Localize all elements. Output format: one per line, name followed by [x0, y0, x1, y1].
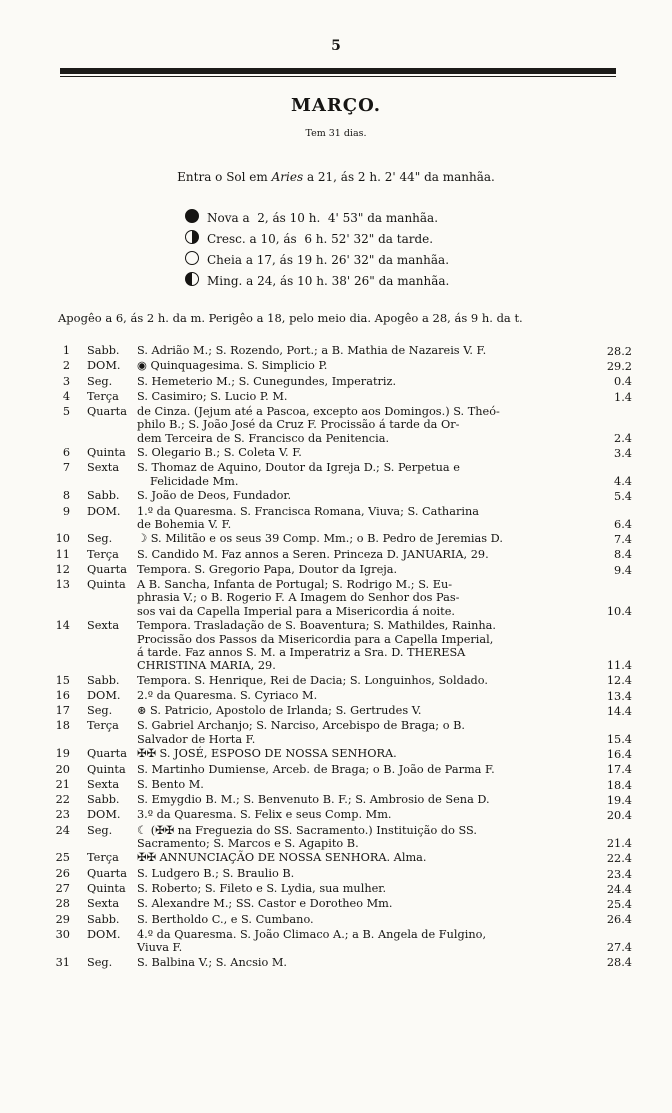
day-value: 19.4: [606, 793, 632, 807]
last-quarter-icon: [185, 272, 199, 286]
entry-line: S. Bento M.: [137, 777, 204, 791]
weekday: Quarta: [87, 747, 127, 761]
day-number: 2: [62, 359, 70, 373]
day-number: 27: [55, 882, 70, 895]
day-entry: [128, 344, 582, 358]
entry-line: S. Martinho Dumiense, Arceb. de Braga; o B. João de Parma F.: [137, 762, 495, 776]
day-entry: [128, 928, 582, 955]
day-number: 14: [55, 619, 70, 633]
sun-entry: [0, 170, 672, 184]
day-number: 26: [55, 866, 70, 880]
day-value: 28.4: [606, 956, 632, 970]
day-entry: [128, 851, 582, 865]
day-number: 28: [55, 897, 70, 911]
day-row: [54, 824, 632, 851]
full-moon-icon: [185, 251, 199, 265]
weekday: DOM.: [87, 504, 121, 518]
entry-line: CHRISTINA MARIA, 29.: [137, 659, 276, 673]
day-number: 1: [62, 344, 70, 357]
day-row: [54, 851, 632, 865]
entry-line: Tempora. S. Henrique, Rei de Dacia; S. Longuinhos, Soldado.: [137, 673, 488, 687]
day-entry: [128, 913, 582, 927]
entry-line: S. Thomaz de Aquino, Doutor da Igreja D.; S. Perpetua e: [137, 461, 460, 475]
sun-entry-suffix: a 21, ás 2 h. 2' 44" da manhãa.: [306, 170, 495, 184]
entry-line: S. Ludgero B.; S. Braulio B.: [137, 866, 295, 880]
entry-line: S. João de Deos, Fundador.: [137, 489, 292, 503]
day-row: [54, 619, 632, 672]
moon-phase-row: [185, 228, 449, 249]
day-entry: [128, 505, 582, 532]
day-row: [54, 793, 632, 807]
entry-line: ✠✠ ANNUNCIAÇÃO DE NOSSA SENHORA. Alma.: [137, 851, 427, 865]
apogee-line: Apogêo a 6, ás 2 h. da m. Perigêo a 18, pelo meio dia. Apogêo a 28, ás 9 h. da t.: [58, 311, 523, 325]
day-entry: [128, 867, 582, 881]
day-row: [54, 489, 632, 503]
entry-line: Felicidade Mm.: [150, 474, 239, 488]
weekday: Quarta: [87, 562, 127, 576]
day-entry: [128, 563, 582, 577]
weekday: Sabb.: [87, 673, 120, 687]
day-entry: [128, 489, 582, 503]
day-number: 4: [62, 389, 70, 403]
header-rule: [60, 68, 616, 74]
moon-phase-text: Cheia a 17, ás 19 h. 26' 32" da manhãa.: [207, 252, 450, 267]
first-quarter-icon: [185, 230, 199, 244]
entry-line: sos vai da Capella Imperial para a Misericordia á noite.: [137, 604, 455, 618]
day-number: 17: [55, 704, 70, 718]
weekday: Seg.: [87, 374, 113, 388]
weekday: Terça: [87, 547, 119, 561]
day-row: [54, 548, 632, 562]
day-value: 10.4: [606, 604, 632, 618]
entry-line: ☽ S. Militão e os seus 39 Comp. Mm.; o B. Pedro de Jeremias D.: [137, 532, 503, 546]
entry-line: S. Hemeterio M.; S. Cunegundes, Imperatriz.: [137, 374, 397, 388]
day-row: [54, 674, 632, 688]
day-value: 2.4: [614, 431, 632, 445]
weekday: Sabb.: [87, 912, 120, 926]
day-number: 25: [55, 851, 70, 865]
entry-line: dem Terceira de S. Francisco da Penitencia.: [137, 431, 390, 445]
weekday: DOM.: [87, 808, 121, 822]
weekday: Terça: [87, 389, 119, 403]
day-row: [54, 390, 632, 404]
day-number: 29: [55, 912, 70, 926]
entry-line: Sacramento; S. Marcos e S. Agapito B.: [137, 836, 359, 850]
day-entry: [128, 674, 582, 688]
day-row: [54, 867, 632, 881]
entry-line: philo B.; S. João José da Cruz F. Procissão á tarde da Or-: [137, 418, 460, 432]
day-value: 26.4: [606, 913, 632, 927]
day-entry: [128, 461, 582, 488]
day-value: 6.4: [614, 517, 632, 531]
entry-line: S. Candido M. Faz annos a Seren. Princeza D. JANUARIA, 29.: [137, 547, 489, 561]
day-number: 24: [55, 823, 70, 837]
weekday: Sabb.: [87, 489, 120, 503]
day-value: 4.4: [614, 474, 632, 488]
day-entry: [128, 793, 582, 807]
day-entry: [128, 359, 582, 373]
day-value: 20.4: [606, 809, 632, 823]
day-row: [54, 359, 632, 373]
day-number: 10: [55, 532, 70, 546]
day-entry: [128, 390, 582, 404]
month-title: MARÇO.: [290, 95, 382, 116]
day-row: [54, 461, 632, 488]
day-row: [54, 719, 632, 746]
day-number: 16: [55, 688, 70, 702]
day-entry: [128, 824, 582, 851]
sun-entry-prefix: Entra o Sol em: [177, 170, 268, 184]
day-entry: [128, 763, 582, 777]
day-number: 23: [55, 808, 70, 822]
entry-line: de Cinza. (Jejum até a Pascoa, excepto aos Domingos.) S. Theó-: [137, 405, 500, 419]
day-entry: [128, 619, 582, 672]
day-value: 5.4: [614, 490, 632, 504]
header-rule-thin: [60, 76, 616, 77]
moon-phase-text: Cresc. a 10, ás 6 h. 52' 32" da tarde.: [207, 231, 434, 246]
day-number: 8: [62, 489, 70, 503]
entry-line: Salvador de Horta F.: [137, 732, 256, 746]
entry-line: S. Olegario B.; S. Coleta V. F.: [137, 446, 302, 460]
entry-line: S. Roberto; S. Fileto e S. Lydia, sua mulher.: [137, 882, 387, 895]
entry-line: S. Casimiro; S. Lucio P. M.: [137, 389, 288, 403]
day-entry: [128, 405, 582, 445]
weekday: Seg.: [87, 704, 113, 718]
day-number: 18: [55, 719, 70, 733]
entry-line: S. Adrião M.; S. Rozendo, Port.; a B. Mathia de Nazareis V. F.: [137, 344, 487, 357]
day-value: 21.4: [606, 836, 632, 850]
day-value: 16.4: [606, 748, 632, 762]
weekday: Sexta: [87, 897, 120, 911]
sun-entry-sign: Aries: [271, 170, 304, 184]
day-row: [54, 928, 632, 955]
day-row: [54, 578, 632, 618]
day-entry: [128, 704, 582, 718]
entry-line: ✠✠ S. JOSÉ, ESPOSO DE NOSSA SENHORA.: [137, 747, 397, 761]
day-value: 1.4: [614, 390, 632, 404]
weekday: Seg.: [87, 532, 113, 546]
entry-line: ⊛ S. Patricio, Apostolo de Irlanda; S. Gertrudes V.: [137, 704, 422, 718]
weekday: Sexta: [87, 461, 120, 475]
day-value: 11.4: [606, 659, 632, 673]
day-row: [54, 704, 632, 718]
day-entry: [128, 956, 582, 970]
day-row: [54, 505, 632, 532]
day-value: 15.4: [606, 732, 632, 746]
new-moon-icon: [185, 209, 199, 223]
day-row: [54, 446, 632, 460]
day-value: 28.2: [606, 344, 632, 358]
weekday: Sexta: [87, 619, 120, 633]
day-value: 12.4: [606, 674, 632, 688]
day-row: [54, 747, 632, 761]
weekday: Quinta: [87, 446, 126, 460]
moon-phase-text: Ming. a 24, ás 10 h. 38' 26" da manhãa.: [207, 273, 450, 288]
moon-phase-row: [185, 249, 449, 270]
entry-line: ☾ (✠✠ na Freguezia do SS. Sacramento.) Instituição do SS.: [137, 823, 477, 837]
entry-line: S. Bertholdo C., e S. Cumbano.: [137, 912, 314, 926]
page-number: 5: [331, 38, 341, 54]
day-value: 24.4: [606, 882, 632, 896]
day-number: 5: [62, 405, 70, 419]
day-number: 7: [62, 461, 70, 475]
day-row: [54, 405, 632, 445]
entry-line: Tempora. Trasladação de S. Boaventura; S. Mathildes, Rainha.: [137, 619, 496, 633]
entry-line: S. Gabriel Archanjo; S. Narciso, Arcebispo de Braga; o B.: [137, 719, 465, 733]
weekday: Terça: [87, 851, 119, 865]
entry-line: ◉ Quinquagesima. S. Simplicio P.: [137, 359, 328, 373]
day-row: [54, 532, 632, 546]
day-value: 8.4: [614, 548, 632, 562]
day-entry: [128, 578, 582, 618]
day-row: [54, 375, 632, 389]
weekday: Quinta: [87, 762, 126, 776]
day-entry: [128, 446, 582, 460]
day-value: 3.4: [614, 447, 632, 460]
entry-line: 1.º da Quaresma. S. Francisca Romana, Viuva; S. Catharina: [137, 504, 479, 518]
entry-line: phrasia V.; o B. Rogerio F. A Imagem do Senhor dos Pas-: [137, 591, 460, 605]
day-value: 17.4: [606, 763, 632, 777]
day-entry: [128, 808, 582, 822]
day-entry: [128, 689, 582, 703]
day-value: 18.4: [606, 778, 632, 792]
entry-line: S. Emygdio B. M.; S. Benvenuto B. F.; S. Ambrosio de Sena D.: [137, 793, 490, 807]
entry-line: S. Balbina V.; S. Ancsio M.: [137, 955, 288, 969]
day-value: 13.4: [606, 689, 632, 703]
day-entry: [128, 778, 582, 792]
moon-phase-row: [185, 207, 449, 228]
day-value: 0.4: [614, 375, 632, 389]
day-entry: [128, 897, 582, 911]
weekday: Sexta: [87, 777, 120, 791]
day-row: [54, 913, 632, 927]
weekday: DOM.: [87, 688, 121, 702]
entry-line: Procissão dos Passos da Misericordia para a Capella Imperial,: [137, 632, 494, 646]
day-number: 9: [62, 504, 70, 518]
entry-line: Viuva F.: [137, 941, 183, 955]
day-row: [54, 344, 632, 358]
day-number: 6: [62, 446, 70, 460]
day-value: 29.2: [606, 360, 632, 374]
day-row: [54, 763, 632, 777]
entry-line: A B. Sancha, Infanta de Portugal; S. Rodrigo M.; S. Eu-: [137, 578, 453, 592]
day-value: 22.4: [606, 852, 632, 866]
weekday: DOM.: [87, 359, 121, 373]
day-row: [54, 897, 632, 911]
weekday: Sabb.: [87, 793, 120, 807]
day-number: 21: [55, 777, 70, 791]
weekday: Quinta: [87, 882, 126, 895]
month-subtitle: Tem 31 dias.: [305, 128, 367, 139]
day-number: 20: [55, 762, 70, 776]
weekday: Quarta: [87, 405, 127, 419]
day-value: 23.4: [606, 867, 632, 881]
day-row: [54, 956, 632, 970]
weekday: DOM.: [87, 927, 121, 941]
weekday: Quinta: [87, 578, 126, 592]
entry-line: de Bohemia V. F.: [137, 517, 232, 531]
days-table: [54, 344, 632, 971]
day-row: [54, 778, 632, 792]
weekday: Sabb.: [87, 344, 120, 357]
moon-phases: [185, 207, 449, 291]
day-entry: [128, 532, 582, 546]
weekday: Terça: [87, 719, 119, 733]
day-row: [54, 808, 632, 822]
day-row: [54, 882, 632, 896]
weekday: Seg.: [87, 955, 113, 969]
day-value: 25.4: [606, 898, 632, 912]
day-number: 15: [55, 673, 70, 687]
weekday: Seg.: [87, 823, 113, 837]
entry-line: 2.º da Quaresma. S. Cyriaco M.: [137, 688, 318, 702]
moon-phase-text: Nova a 2, ás 10 h. 4' 53" da manhãa.: [207, 210, 439, 225]
day-entry: [128, 548, 582, 562]
entry-line: Tempora. S. Gregorio Papa, Doutor da Igreja.: [137, 562, 398, 576]
day-entry: [128, 719, 582, 746]
day-entry: [128, 882, 582, 896]
day-value: 7.4: [614, 533, 632, 547]
moon-phase-row: [185, 270, 449, 291]
day-number: 12: [55, 562, 70, 576]
day-value: 9.4: [614, 563, 632, 577]
entry-line: S. Alexandre M.; SS. Castor e Dorotheo Mm.: [137, 897, 393, 911]
day-number: 22: [55, 793, 70, 807]
day-number: 11: [55, 547, 70, 561]
entry-line: 3.º da Quaresma. S. Felix e seus Comp. Mm.: [137, 808, 392, 822]
day-row: [54, 689, 632, 703]
day-number: 19: [55, 747, 70, 761]
day-number: 3: [62, 374, 70, 388]
day-number: 31: [55, 955, 70, 969]
entry-line: 4.º da Quaresma. S. João Climaco A.; a B. Angela de Fulgino,: [137, 927, 487, 941]
day-value: 27.4: [606, 941, 632, 955]
day-value: 14.4: [606, 704, 632, 718]
day-entry: [128, 375, 582, 389]
day-row: [54, 563, 632, 577]
day-entry: [128, 747, 582, 761]
day-number: 13: [55, 578, 70, 592]
entry-line: á tarde. Faz annos S. M. a Imperatriz a Sra. D. THERESA: [137, 645, 466, 659]
weekday: Quarta: [87, 866, 127, 880]
day-number: 30: [55, 927, 70, 941]
